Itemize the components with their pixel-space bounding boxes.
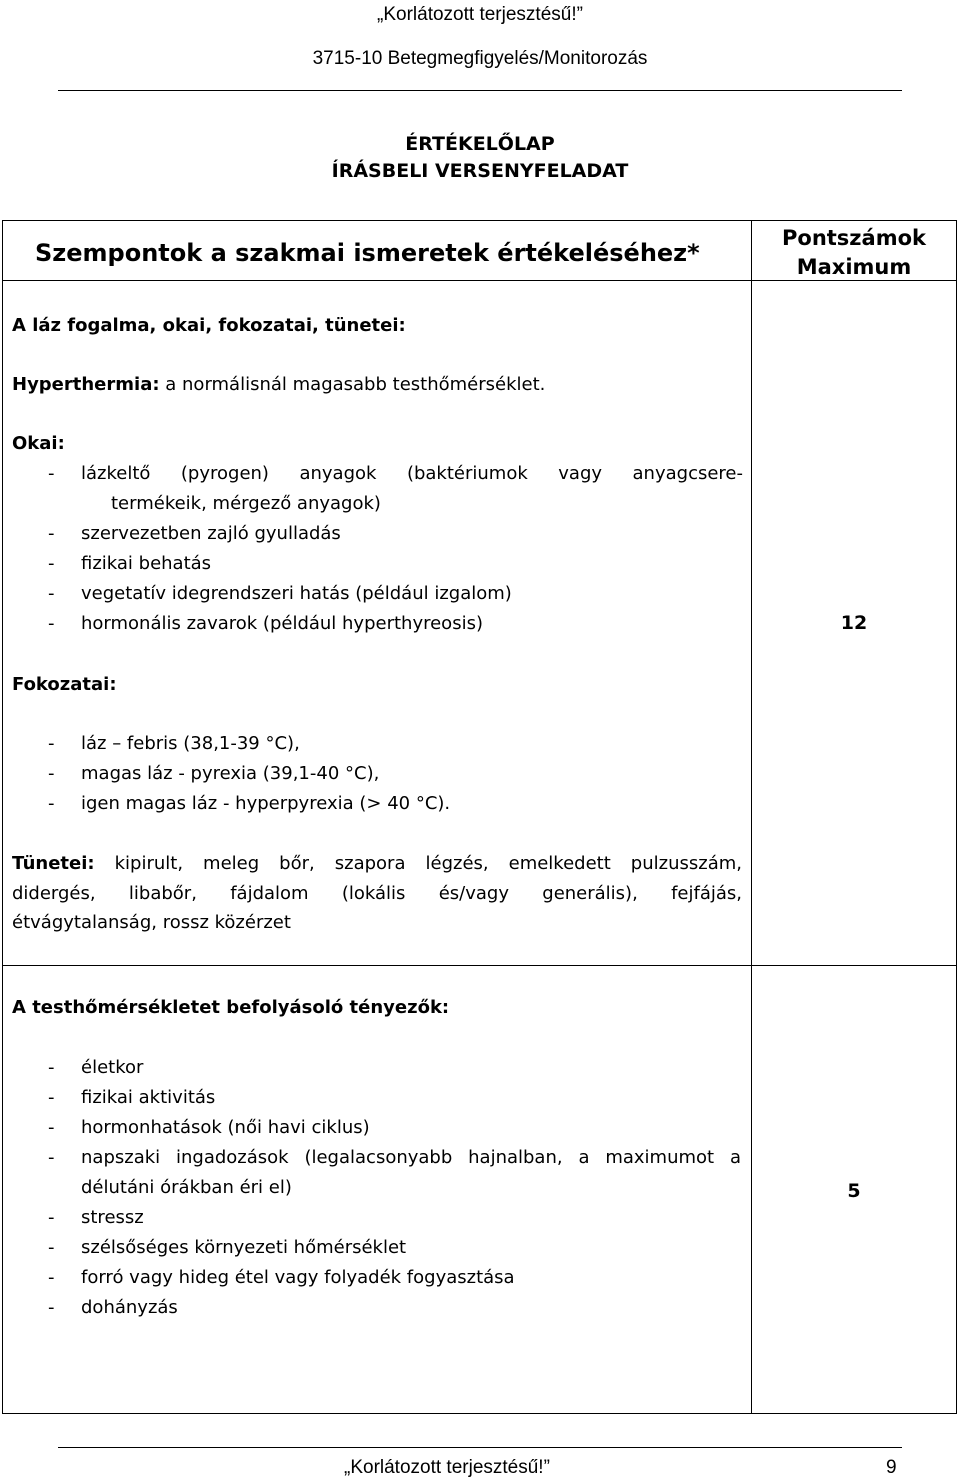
list-item: életkor [81,1057,144,1078]
list-item: vegetatív idegrendszeri hatás (például izgalom) [81,583,512,604]
page-number: 9 [886,1457,897,1478]
list-item: láz – febris (38,1-39 °C), [81,733,300,754]
points-header-line1: Pontszámok [782,226,926,250]
section-factors-points: 5 [847,1180,861,1202]
hyperthermia-text: a normálisnál magasabb testhőmérséklet. [159,374,546,395]
points-header [752,224,956,282]
symptoms-line-2: didergés, libabőr, fájdalom (lokális és/vagy generális), fejfájás, [12,883,742,904]
list-item: hormonális zavarok (például hyperthyreosis) [81,613,483,634]
list-item: fizikai behatás [81,553,212,574]
list-item: hormonhatások (női havi ciklus) [81,1117,370,1138]
restricted-distribution-header: „Korlátozott terjesztésű!” [377,4,583,25]
list-item: szélsőséges környezeti hőmérséklet [81,1237,407,1258]
restricted-distribution-footer: „Korlátozott terjesztésű!” [344,1457,550,1478]
list-item: délutáni órákban éri el) [81,1177,292,1198]
list-item: forró vagy hideg étel vagy folyadék fogyasztása [81,1267,515,1288]
section-fever-title: A láz fogalma, okai, fokozatai, tünetei: [12,315,406,336]
symptoms-line-3: étvágytalanság, rossz közérzet [12,912,291,933]
hyperthermia-definition [12,375,545,395]
header-divider [58,90,902,91]
list-item: napszaki ingadozások (legalacsonyabb hajnalban, a maximumot a [81,1147,741,1168]
points-header-line2: Maximum [796,255,912,279]
section-factors-title: A testhőmérsékletet befolyásoló tényezők: [12,997,450,1018]
list-item: fizikai aktivitás [81,1087,216,1108]
section-fever-points: 12 [840,612,868,634]
column-divider [751,221,752,1413]
list-item: igen magas láz - hyperpyrexia (> 40 °C). [81,793,451,814]
symptoms-line-1: Tünetei: kipirult, meleg bőr, szapora légzés, emelkedett pulzusszám, [12,853,742,874]
list-item: lázkeltő (pyrogen) anyagok (baktériumok vagy anyagcsere- [81,463,743,484]
page-title: ÉRTÉKELŐLAP [405,133,555,155]
list-item: szervezetben zajló gyulladás [81,523,341,544]
section-divider [3,965,956,966]
evaluation-table: Szempontok a szakmai ismeretek értékeléséhez* Pontszámok Maximum A láz fogalma, okai, fokozatai, tünetei: Hyperthermia: a normálisnál magasabb testhőmérséklet. Okai: - lázkeltő (pyrogen) anyagok (baktériumok vagy anyagcsere- termékeik, mérgező anyagok) - szervezetben zajló gyulladás - fizikai behatás - vegetatív idegrendszeri hatás (például izgalom) - hormonális zavarok (például hyperthyreosis) 12 Fokozatai: - láz – febris (38,1-39 °C), - magas láz - pyrexia (39,1-40 °C), - igen magas láz - hyperpyrexia (> 40 °C). Tünetei: kipirult, meleg bőr, szapora légzés, emelkedett pulzusszám, didergés, libabőr, fájdalom (lokális és/vagy generális), fejfájás, étvágytalanság, rossz közérzet A testhőmérsékletet befolyásoló tényezők: - életkor - fizikai aktivitás - hormonhatások (női havi ciklus) - napszaki ingadozások (legalacsonyabb hajnalban, a maximumot a délutáni órákban éri el) - stressz - szélsőséges környezeti hőmérséklet - forró vagy hideg étel vagy folyadék fogyasztása - dohányzás 5 [2,220,957,1414]
document-subtitle: 3715-10 Betegmegfigyelés/Monitorozás [312,48,648,69]
page-subtitle: ÍRÁSBELI VERSENYFELADAT [331,160,629,182]
list-item: stressz [81,1207,144,1228]
list-item: termékeik, mérgező anyagok) [111,493,381,514]
list-item: dohányzás [81,1297,178,1318]
footer-divider [58,1447,902,1448]
hyperthermia-label: Hyperthermia: [12,374,160,395]
causes-label: Okai: [12,433,65,454]
symptoms-label: Tünetei: [12,853,95,874]
criteria-heading: Szempontok a szakmai ismeretek értékeléséhez* [35,239,700,267]
grades-label: Fokozatai: [12,674,117,695]
list-item: magas láz - pyrexia (39,1-40 °C), [81,763,380,784]
